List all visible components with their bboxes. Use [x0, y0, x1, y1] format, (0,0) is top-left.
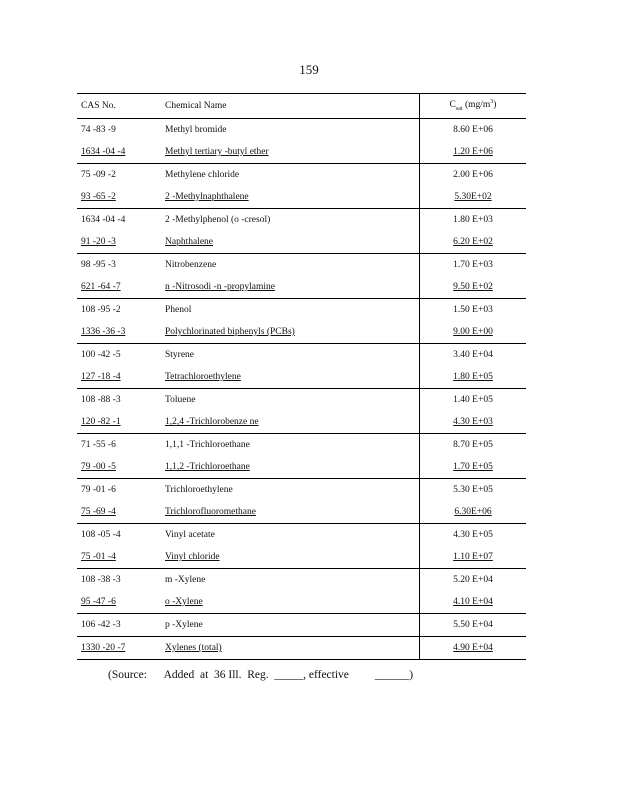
chemical-name: Nitrobenzene	[165, 260, 217, 270]
cas-number: 75 -69 -4	[77, 501, 161, 524]
cas-number: 108 -38 -3	[81, 575, 121, 585]
cas-number: 75 -01 -4	[77, 546, 161, 569]
csat-value: 3.40 E+04	[420, 344, 527, 367]
table-row	[77, 389, 526, 412]
saturation-concentration-table	[77, 93, 526, 660]
table-row	[77, 209, 526, 232]
chemical-name: 1,1,2 -Trichloroethane	[161, 456, 420, 479]
cas-number: 91 -20 -3	[77, 231, 161, 254]
table-row	[77, 591, 526, 614]
csat-value: 5.30 E+05	[420, 479, 527, 502]
chemical-name: Methyl bromide	[165, 125, 227, 135]
csat-value: 9.50 E+02	[420, 276, 527, 299]
csat-value: 4.30 E+03	[420, 411, 527, 434]
table-row	[77, 569, 526, 592]
cas-number: 100 -42 -5	[81, 350, 121, 360]
chemical-name: 2 -Methylphenol (o -cresol)	[165, 215, 271, 225]
table-row	[77, 637, 526, 660]
csat-value: 5.20 E+04	[420, 569, 527, 592]
chemical-name: Styrene	[165, 350, 195, 360]
header-cas-number: CAS No.	[77, 94, 161, 119]
table-row	[77, 411, 526, 434]
csat-value: 8.70 E+05	[420, 434, 527, 457]
chemical-name: 1,1,1 -Trichloroethane	[165, 440, 250, 450]
csat-value: 4.90 E+04	[420, 637, 527, 660]
chemical-name: m -Xylene	[165, 575, 206, 585]
csat-value: 1.80 E+03	[420, 209, 527, 232]
table-row	[77, 321, 526, 344]
cas-number: 74 -83 -9	[81, 125, 116, 135]
chemical-name: Trichloroethylene	[165, 485, 233, 495]
csat-value: 1.10 E+07	[420, 546, 527, 569]
table-header-row	[77, 94, 526, 119]
table-row	[77, 434, 526, 457]
cas-number: 98 -95 -3	[81, 260, 116, 270]
cas-number: 79 -01 -6	[81, 485, 116, 495]
cas-number: 75 -09 -2	[81, 170, 116, 180]
chemical-name: Vinyl chloride	[161, 546, 420, 569]
cas-number: 108 -88 -3	[81, 395, 121, 405]
chemical-name: Methylene chloride	[165, 170, 240, 180]
table-row	[77, 299, 526, 322]
csat-value: 8.60 E+06	[420, 119, 527, 142]
table-row	[77, 546, 526, 569]
table-row	[77, 141, 526, 164]
cas-number: 621 -64 -7	[77, 276, 161, 299]
chemical-name: n -Nitrosodi -n -propylamine	[161, 276, 420, 299]
cas-number: 108 -05 -4	[81, 530, 121, 540]
csat-value: 1.70 E+05	[420, 456, 527, 479]
page-number: 159	[299, 62, 319, 77]
chemical-name: 2 -Methylnaphthalene	[161, 186, 420, 209]
cas-number: 1336 -36 -3	[77, 321, 161, 344]
table-row	[77, 479, 526, 502]
csat-value: 1.80 E+05	[420, 366, 527, 389]
csat-value: 5.30E+02	[420, 186, 527, 209]
cas-number: 106 -42 -3	[77, 614, 161, 637]
table-row	[77, 231, 526, 254]
chemical-name: Tetrachloroethylene	[161, 366, 420, 389]
chemical-name: 1,2,4 -Trichlorobenze ne	[161, 411, 420, 434]
cas-number: 1634 -04 -4	[81, 215, 126, 225]
cas-number: 127 -18 -4	[77, 366, 161, 389]
cas-number: 108 -95 -2	[81, 305, 121, 315]
csat-value: 1.40 E+05	[420, 389, 527, 412]
table-row	[77, 164, 526, 187]
table-row	[77, 254, 526, 277]
table-row	[77, 614, 526, 637]
cas-number: 79 -00 -5	[77, 456, 161, 479]
table-row	[77, 501, 526, 524]
csat-value: 6.30E+06	[420, 501, 527, 524]
table-row	[77, 456, 526, 479]
cas-number: 1634 -04 -4	[77, 141, 161, 164]
chemical-name: Trichlorofluoromethane	[161, 501, 420, 524]
cas-number: 1330 -20 -7	[77, 637, 161, 660]
chemical-name: p -Xylene	[161, 614, 420, 637]
cas-number: 93 -65 -2	[77, 186, 161, 209]
header-csat-value: $C_{sat}$ $(mg/m^3)$	[420, 94, 527, 119]
chemical-name: Polychlorinated biphenyls (PCBs)	[161, 321, 420, 344]
chemical-name: Vinyl acetate	[165, 530, 215, 540]
cas-number: 120 -82 -1	[77, 411, 161, 434]
table-row	[77, 186, 526, 209]
header-chemical-name: Chemical Name	[161, 94, 420, 119]
table-row	[77, 119, 526, 142]
csat-value: 1.70 E+03	[420, 254, 527, 277]
chemical-name: Xylenes (total)	[161, 637, 420, 660]
csat-value: 2.00 E+06	[420, 164, 527, 187]
cas-number: 71 -55 -6	[81, 440, 116, 450]
csat-value: 5.50 E+04	[420, 614, 527, 637]
cas-number: 95 -47 -6	[77, 591, 161, 614]
csat-value: 1.20 E+06	[420, 141, 527, 164]
table-row	[77, 366, 526, 389]
csat-value: 1.50 E+03	[420, 299, 527, 322]
chemical-name: o -Xylene	[161, 591, 420, 614]
table-row	[77, 276, 526, 299]
chemical-name: Methyl tertiary -butyl ether	[161, 141, 420, 164]
source-note: (Source: Added at 36 Ill. Reg. _____, effective ______)	[108, 669, 414, 681]
chemical-name: Phenol	[165, 305, 192, 315]
chemical-name: Toluene	[165, 395, 196, 405]
csat-value: 6.20 E+02	[420, 231, 527, 254]
csat-value: 4.30 E+05	[420, 524, 527, 547]
chemical-name: Naphthalene	[161, 231, 420, 254]
table-row	[77, 524, 526, 547]
csat-value: 4.10 E+04	[420, 591, 527, 614]
csat-value: 9.00 E+00	[420, 321, 527, 344]
table-row	[77, 344, 526, 367]
